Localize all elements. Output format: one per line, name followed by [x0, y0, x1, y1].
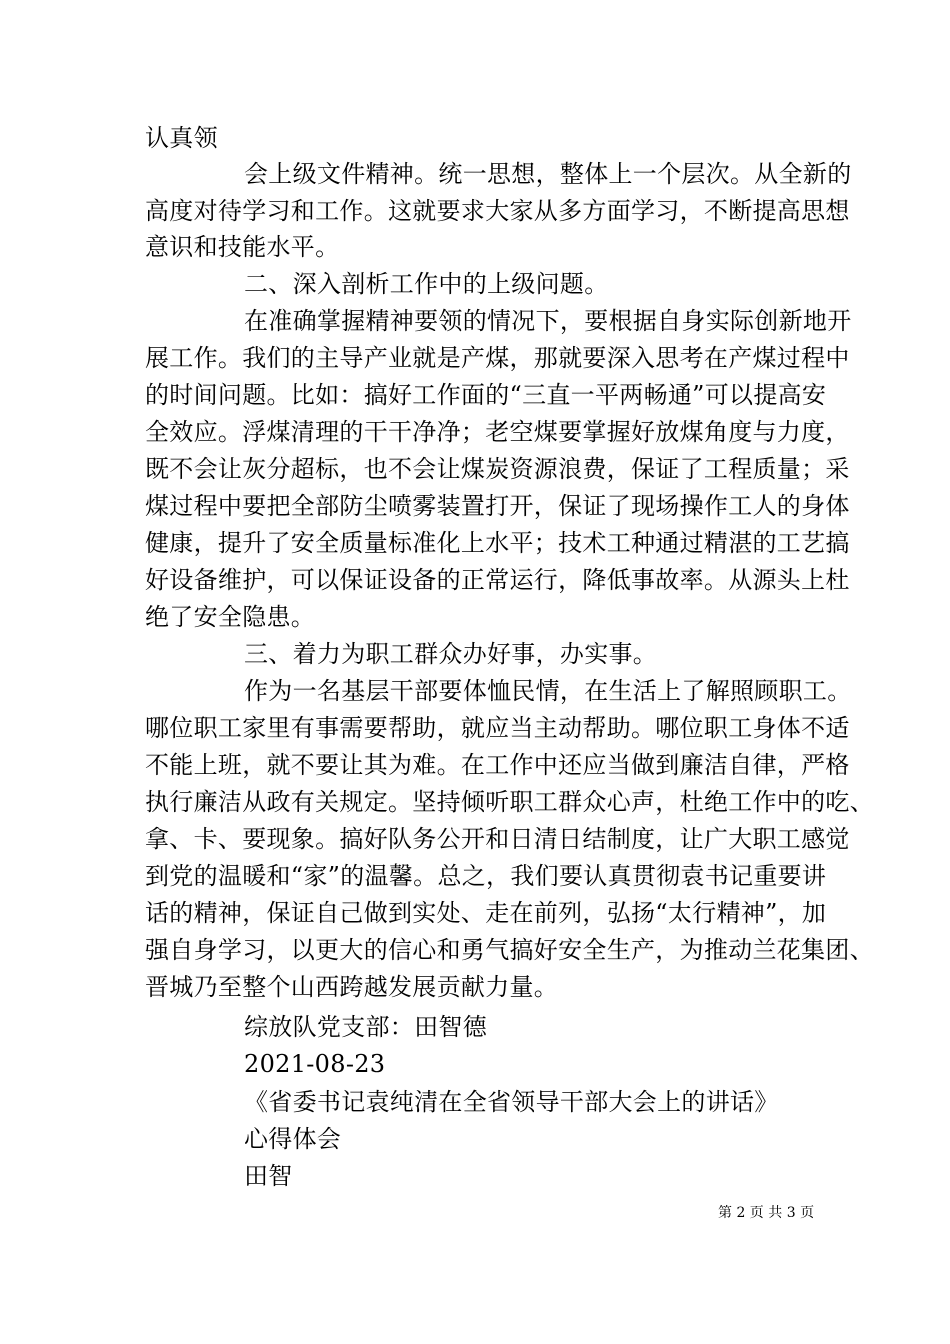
text-line: 煤过程中要把全部防尘喷雾装置打开，保证了现场操作工人的身体 [145, 492, 850, 520]
text-line: 展工作。我们的主导产业就是产煤，那就要深入思考在产煤过程中 [145, 344, 850, 372]
text-line: 全效应。浮煤清理的干干净净；老空煤要掌握好放煤角度与力度， [145, 418, 850, 446]
next-doc-title: 《省委书记袁纯清在全省领导干部大会上的讲话》 [244, 1088, 779, 1116]
text-line: 的时间问题。比如：搞好工作面的“三直一平两畅通”可以提高安 [145, 381, 827, 409]
text-line: 健康，提升了安全质量标准化上水平；技术工种通过精湛的工艺搞 [145, 529, 850, 557]
text-line: 意识和技能水平。 [145, 233, 340, 261]
paragraph-line: 在准确掌握精神要领的情况下，要根据自身实际创新地开 [244, 307, 852, 335]
text-line: 强自身学习，以更大的信心和勇气搞好安全生产，为推动兰花集团、 [145, 936, 874, 964]
text-line: 绝了安全隐患。 [145, 603, 316, 631]
text-line: 既不会让灰分超标，也不会让煤炭资源浪费，保证了工程质量；采 [145, 455, 850, 483]
text-line: 高度对待学习和工作。这就要求大家从多方面学习，不断提高思想 [145, 197, 850, 225]
paragraph-line: 会上级文件精神。统一思想，整体上一个层次。从全新的 [244, 160, 852, 188]
text-line: 不能上班，就不要让其为难。在工作中还应当做到廉洁自律，严格 [145, 751, 850, 779]
text-line: 拿、卡、要现象。搞好队务公开和日清日结制度，让广大职工感觉 [145, 825, 850, 853]
text-line: 执行廉洁从政有关规定。坚持倾听职工群众心声，杜绝工作中的吃、 [145, 788, 874, 816]
text-line: 话的精神，保证自己做到实处、走在前列，弘扬“太行精神”，加 [145, 899, 827, 927]
signature-author: 综放队党支部：田智德 [244, 1013, 487, 1041]
next-doc-subtitle: 心得体会 [244, 1125, 342, 1153]
text-line: 晋城乃至整个山西跨越发展贡献力量。 [145, 973, 559, 1001]
section-heading-3: 三、着力为职工群众办好事，办实事。 [244, 640, 658, 668]
section-heading-2: 二、深入剖析工作中的上级问题。 [244, 270, 609, 298]
signature-date: 2021-08-23 [244, 1050, 386, 1078]
text-line: 好设备维护，可以保证设备的正常运行，降低事故率。从源头上杜 [145, 566, 850, 594]
text-line: 到党的温暖和“家”的温馨。总之，我们要认真贯彻袁书记重要讲 [145, 862, 827, 890]
next-doc-author: 田智 [244, 1162, 293, 1190]
page-number: 第 2 页 共 3 页 [718, 1205, 815, 1221]
text-line: 认真领 [145, 124, 218, 152]
text-line: 哪位职工家里有事需要帮助，就应当主动帮助。哪位职工身体不适 [145, 714, 850, 742]
paragraph-line: 作为一名基层干部要体恤民情，在生活上了解照顾职工。 [244, 677, 852, 705]
